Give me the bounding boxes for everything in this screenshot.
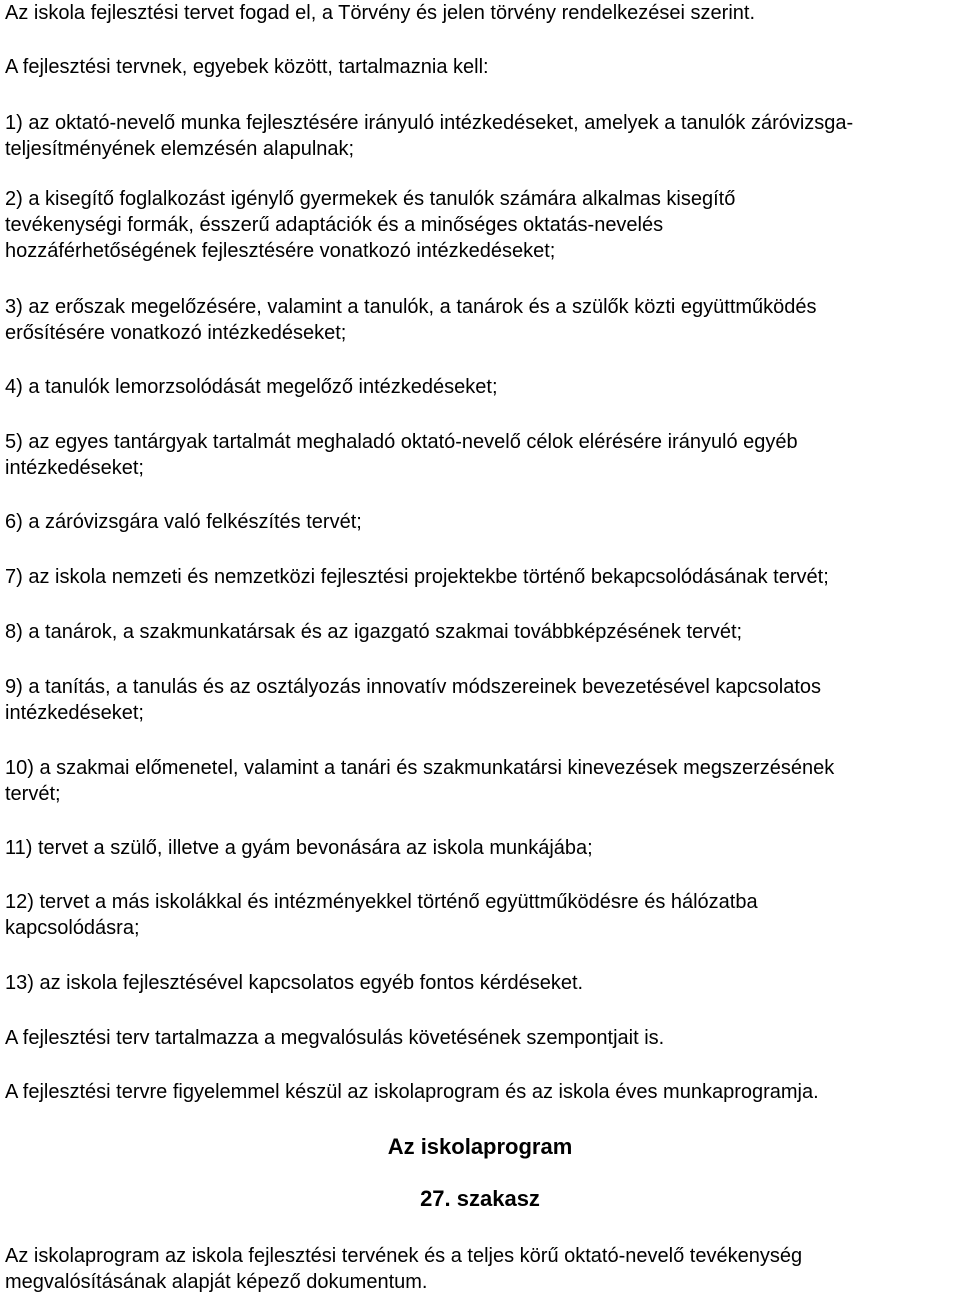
list-item-1-line-2: teljesítményének elemzésén alapulnak; <box>5 138 355 160</box>
list-item-4-line-1: 4) a tanulók lemorzsolódását megelőző intézkedéseket; <box>5 376 498 398</box>
list-item-9-line-2: intézkedéseket; <box>5 702 144 724</box>
list-item-6-line-1: 6) a záróvizsgára való felkészítés tervét; <box>5 511 362 533</box>
intro-paragraph: Az iskola fejlesztési tervet fogad el, a Törvény és jelen törvény rendelkezései szerint. <box>5 2 755 24</box>
list-item-7 <box>5 564 955 590</box>
list-item-12-line-2: kapcsolódásra; <box>5 917 140 939</box>
list-item-9 <box>5 674 955 726</box>
list-item-7-line-1: 7) az iskola nemzeti és nemzetközi fejlesztési projektekbe történő bekapcsolódásának tervét; <box>5 566 829 588</box>
list-item-9-line-1: 9) a tanítás, a tanulás és az osztályozás innovatív módszereinek bevezetésével kapcsolatos <box>5 676 822 698</box>
final-paragraph <box>5 1243 955 1295</box>
section-title: Az iskolaprogram <box>387 1134 573 1159</box>
list-item-2-line-1: 2) a kisegítő foglalkozást igénylő gyermekek és tanulók számára alkalmas kisegítő <box>5 188 736 210</box>
section-number: 27. szakasz <box>420 1186 540 1211</box>
list-item-3-line-2: erősítésére vonatkozó intézkedéseket; <box>5 322 347 344</box>
list-item-4 <box>5 374 955 400</box>
list-intro-paragraph: A fejlesztési tervnek, egyebek között, tartalmaznia kell: <box>5 56 489 78</box>
list-item-8 <box>5 619 955 645</box>
list-item-12-line-1: 12) tervet a más iskolákkal és intézményekkel történő együttműködésre és hálózatba <box>5 891 758 913</box>
list-item-5 <box>5 429 955 481</box>
list-item-11-line-1: 11) tervet a szülő, illetve a gyám bevonására az iskola munkájába; <box>5 837 593 859</box>
list-item-13-line-1: 13) az iskola fejlesztésével kapcsolatos egyéb fontos kérdéseket. <box>5 972 584 994</box>
list-item-2 <box>5 186 955 264</box>
list-item-8-line-1: 8) a tanárok, a szakmunkatársak és az igazgató szakmai továbbképzésének tervét; <box>5 621 743 643</box>
closing-paragraph-1: A fejlesztési terv tartalmazza a megvalósulás követésének szempontjait is. <box>5 1027 665 1049</box>
list-item-5-line-2: intézkedéseket; <box>5 457 144 479</box>
list-item-1-line-1: 1) az oktató-nevelő munka fejlesztésére irányuló intézkedéseket, amelyek a tanulók záróvizsga- <box>5 112 854 134</box>
final-paragraph-line-1: Az iskolaprogram az iskola fejlesztési tervének és a teljes körű oktató-nevelő tevékenység <box>5 1245 803 1267</box>
list-item-12 <box>5 889 955 941</box>
final-paragraph-line-2: megvalósításának alapját képező dokumentum. <box>5 1271 428 1293</box>
list-item-2-line-3: hozzáférhetőségének fejlesztésére vonatkozó intézkedéseket; <box>5 240 556 262</box>
list-item-10-line-1: 10) a szakmai előmenetel, valamint a tanári és szakmunkatársi kinevezések megszerzésének <box>5 757 835 779</box>
list-item-10-line-2: tervét; <box>5 783 61 805</box>
list-item-5-line-1: 5) az egyes tantárgyak tartalmát meghaladó oktató-nevelő célok elérésére irányuló egyéb <box>5 431 798 453</box>
list-item-6 <box>5 509 955 535</box>
closing-paragraph-2: A fejlesztési tervre figyelemmel készül az iskolaprogram és az iskola éves munkaprogramja. <box>5 1081 819 1103</box>
list-item-10 <box>5 755 955 807</box>
list-item-2-line-2: tevékenységi formák, ésszerű adaptációk és a minőséges oktatás-nevelés <box>5 214 664 236</box>
list-item-3-line-1: 3) az erőszak megelőzésére, valamint a tanulók, a tanárok és a szülők közti együttműködés <box>5 296 817 318</box>
list-item-1 <box>5 110 955 162</box>
list-item-11 <box>5 835 955 861</box>
list-item-13 <box>5 970 955 996</box>
list-item-3 <box>5 294 955 346</box>
